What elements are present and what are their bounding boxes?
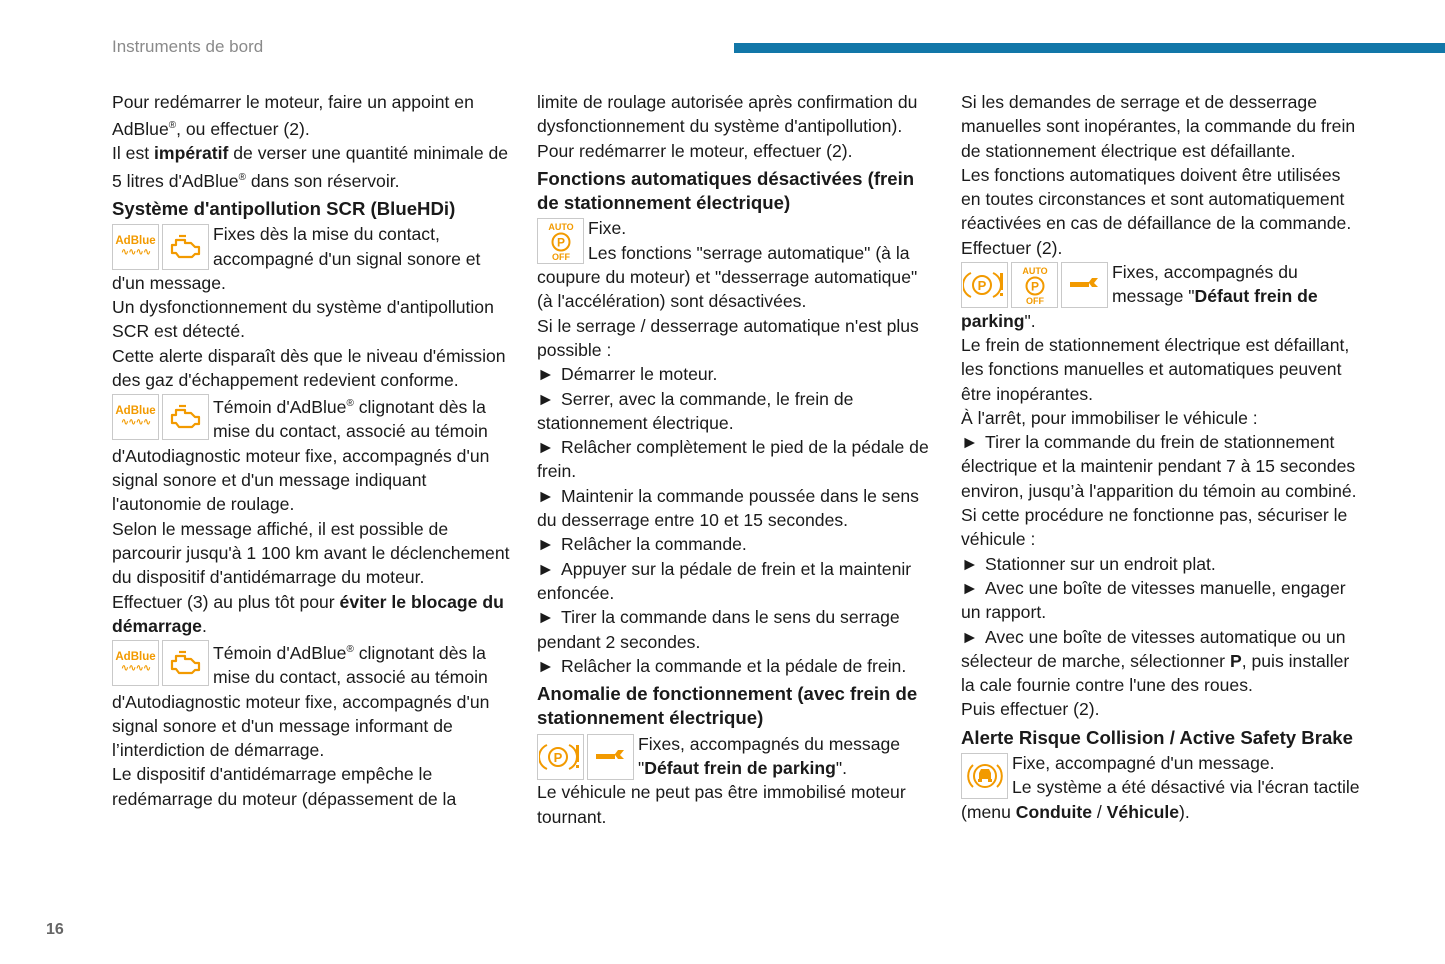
auto-park-brake-off-icon <box>1011 262 1058 308</box>
engine-check-icon <box>162 394 209 440</box>
paragraph: Il est impératif de verser une quantité minimale de 5 litres d'AdBlue® dans son réservoir. <box>112 143 509 191</box>
paragraph: Si cette procédure ne fonctionne pas, sécuriser le véhicule : <box>961 505 1348 550</box>
step-list <box>537 362 937 678</box>
list-item: ► Tirer la commande du frein de stationnement électrique et la maintenir pendant 7 à 15 secondes environ, jusqu’à l'apparition du témoin au combiné. <box>961 432 1357 501</box>
auto-park-brake-off-icon <box>537 218 584 264</box>
list-item: ► Appuyer sur la pédale de frein et la maintenir enfoncée. <box>537 558 912 603</box>
list-item: ► Relâcher complètement le pied de la pédale de frein. <box>537 437 929 482</box>
section-heading: Fonctions automatiques désactivées (frein de stationnement électrique) <box>537 167 915 214</box>
list-item: ► Relâcher la commande. <box>537 534 747 555</box>
active-safety-brake-icon <box>961 753 1008 799</box>
svg-text:P: P <box>553 749 562 765</box>
page-number: 16 <box>46 921 64 938</box>
svg-text:AUTO: AUTO <box>547 222 574 233</box>
paragraph: Pour redémarrer le moteur, faire un appoint en AdBlue®, ou effectuer (2). <box>112 92 474 140</box>
section-header: Instruments de bord <box>112 37 264 56</box>
paragraph: limite de roulage autorisée après confirmation du dysfonctionnement du système d'antipollution). <box>537 92 918 137</box>
list-item: ► Tirer la commande dans le sens du serrage pendant 2 secondes. <box>537 607 900 652</box>
paragraph: Effectuer (2). <box>961 237 1063 258</box>
warning-block: P AUTO P OFF Fixes, accompagnés du message "Défaut frein de parking". Le frein de stationnement électrique est défaillant, les fonctions manuelles et automatiques peuvent être inopérantes. À l'arrêt, pour immobiliser le véhicule : <box>961 262 1350 428</box>
engine-check-icon <box>162 640 209 686</box>
list-item: ► Avec une boîte de vitesses manuelle, engager un rapport. <box>961 577 1346 623</box>
svg-text:P: P <box>977 278 986 294</box>
adblue-warning-icon: AdBlue ∿∿∿∿ <box>112 224 159 270</box>
parking-brake-fault-icon <box>961 262 1008 308</box>
column-1 <box>112 90 517 811</box>
wrench-icon <box>587 734 634 780</box>
list-item: ► Serrer, avec la commande, le frein de stationnement électrique. <box>537 388 854 433</box>
paragraph: Si les demandes de serrage et de desserrage manuelles sont inopérantes, la commande du frein de stationnement électrique est défaillante. <box>961 92 1356 161</box>
svg-text:AUTO: AUTO <box>1021 266 1048 277</box>
svg-text:OFF: OFF <box>551 252 570 263</box>
engine-check-icon <box>162 224 209 270</box>
parking-brake-fault-icon <box>537 734 584 780</box>
column-2 <box>537 90 937 829</box>
section-heading: Alerte Risque Collision / Active Safety Brake <box>961 726 1353 748</box>
column-3 <box>961 90 1361 824</box>
warning-block: Fixe, accompagné d'un message. Le système a été désactivé via l'écran tactile (menu Conduite / Véhicule). <box>961 753 1360 822</box>
list-item: ► Stationner sur un endroit plat. <box>961 553 1216 574</box>
warning-block: AdBlue ∿∿∿∿ Témoin d'AdBlue® clignotant dès la mise du contact, associé au témoin d'Autodiagnostic moteur fixe, accompagnés d'un signal sonore et d'un message informant de l’interdiction de démarrage. Le dispositif d'antidémarrage empêche le redémarrage du moteur (dépassement de la <box>112 638 517 811</box>
warning-block: AdBlue ∿∿∿∿ Fixes dès la mise du contact, accompagné d'un signal sonore et d'un message. Un dysfonctionnement du système d'antipollution SCR est détecté. Cette alerte disparaît dès que le niveau d'émission des gaz d'échappement redevient conforme. <box>112 224 506 390</box>
paragraph: Pour redémarrer le moteur, effectuer (2). <box>537 140 853 161</box>
adblue-warning-icon: AdBlue ∿∿∿∿ <box>112 394 159 440</box>
svg-text:OFF: OFF <box>1025 296 1044 307</box>
list-item: ► Avec une boîte de vitesses automatique ou un sélecteur de marche, sélectionner P, puis installer la cale fournie contre l'une des roues. <box>961 626 1350 696</box>
list-item: ► Maintenir la commande poussée dans le sens du desserrage entre 10 et 15 secondes. <box>537 485 919 531</box>
warning-block: AdBlue ∿∿∿∿ Témoin d'AdBlue® clignotant dès la mise du contact, associé au témoin d'Autodiagnostic moteur fixe, accompagnés d'un signal sonore et d'un message indiquant l'autonomie de roulage. Selon le message affiché, il est possible de parcourir jusqu'à 1 100 km avant le déclenchement du dispositif d'antidémarrage du moteur. Effectuer (3) au plus tôt pour éviter le blocage du démarrage. <box>112 392 517 638</box>
wrench-icon <box>1061 262 1108 308</box>
list-item: ► Relâcher la commande et la pédale de frein. <box>537 655 907 676</box>
adblue-warning-icon: AdBlue ∿∿∿∿ <box>112 640 159 686</box>
warning-block: AUTO P OFF Fixe. Les fonctions "serrage automatique" (à la coupure du moteur) et "desserrage automatique" (à l'accélération) sont désactivées. Si le serrage / desserrage automatique n'est plus possible : <box>537 218 919 360</box>
header-accent-bar <box>734 43 1445 53</box>
svg-text:P: P <box>1030 279 1039 294</box>
list-item: ► Démarrer le moteur. <box>537 364 718 385</box>
paragraph: Puis effectuer (2). <box>961 699 1100 720</box>
warning-block: P Fixes, accompagnés du message "Défaut frein de parking". Le véhicule ne peut pas être immobilisé moteur tournant. <box>537 733 906 827</box>
section-heading: Anomalie de fonctionnement (avec frein de stationnement électrique) <box>537 683 918 729</box>
svg-text:P: P <box>556 235 565 250</box>
section-heading: Système d'antipollution SCR (BlueHDi) <box>112 197 456 219</box>
paragraph: Les fonctions automatiques doivent être utilisées en toutes circonstances et sont automatiquement réactivées en cas de défaillance de la commande. <box>961 164 1352 234</box>
